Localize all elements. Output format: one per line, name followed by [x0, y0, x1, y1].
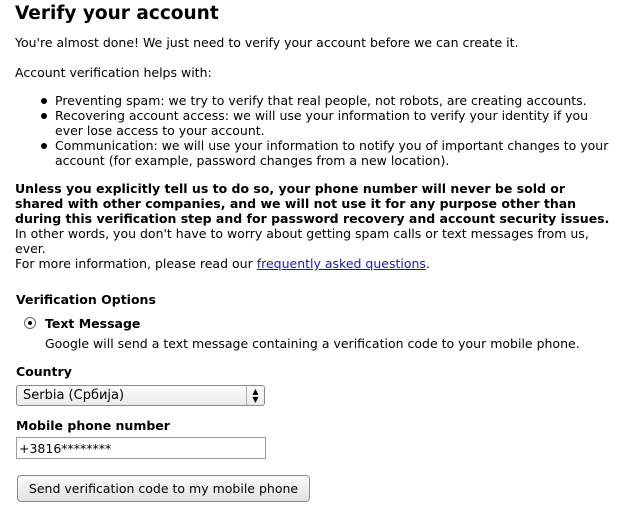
verification-options-heading: Verification Options [16, 292, 156, 307]
benefits-list [15, 93, 615, 168]
more-info-text [15, 256, 615, 271]
phone-label: Mobile phone number [16, 418, 170, 433]
page-title: Verify your account [15, 3, 219, 24]
privacy-notice-rest: In other words, you don't have to worry about getting spam calls or text messages from us, ever. [15, 226, 589, 256]
text-message-label[interactable]: Text Message [45, 316, 141, 331]
country-label: Country [16, 364, 72, 379]
intro-text: You're almost done! We just need to verify your account before we can create it. [15, 35, 519, 50]
more-info-prefix: For more information, please read our [15, 256, 257, 271]
list-item: Communication: we will use your information to notify you of important changes to your account (for example, password changes from a new location). [15, 138, 615, 168]
helps-with-text: Account verification helps with: [15, 65, 212, 80]
phone-input[interactable] [16, 437, 266, 459]
send-code-button[interactable]: Send verification code to my mobile phone [17, 475, 310, 502]
chevron-updown-icon: ▲ ▼ [246, 386, 264, 405]
list-item: Recovering account access: we will use your information to verify your identity if you ever lose access to your account. [15, 108, 615, 138]
privacy-notice-bold: Unless you explicitly tell us to do so, your phone number will never be sold or shared with other companies, and we will not use it for any purpose other than during this verification step and for password recovery and account security issues. [15, 181, 610, 226]
country-selected-value: Serbia (Србија) [23, 388, 125, 403]
faq-link[interactable]: frequently asked questions [256, 256, 426, 271]
country-select[interactable] [16, 385, 265, 406]
text-message-radio[interactable] [24, 317, 36, 329]
text-message-description: Google will send a text message containing a verification code to your mobile phone. [45, 336, 580, 351]
privacy-notice [15, 181, 615, 256]
list-item: Preventing spam: we try to verify that real people, not robots, are creating accounts. [15, 93, 615, 108]
more-info-suffix: . [425, 256, 430, 271]
